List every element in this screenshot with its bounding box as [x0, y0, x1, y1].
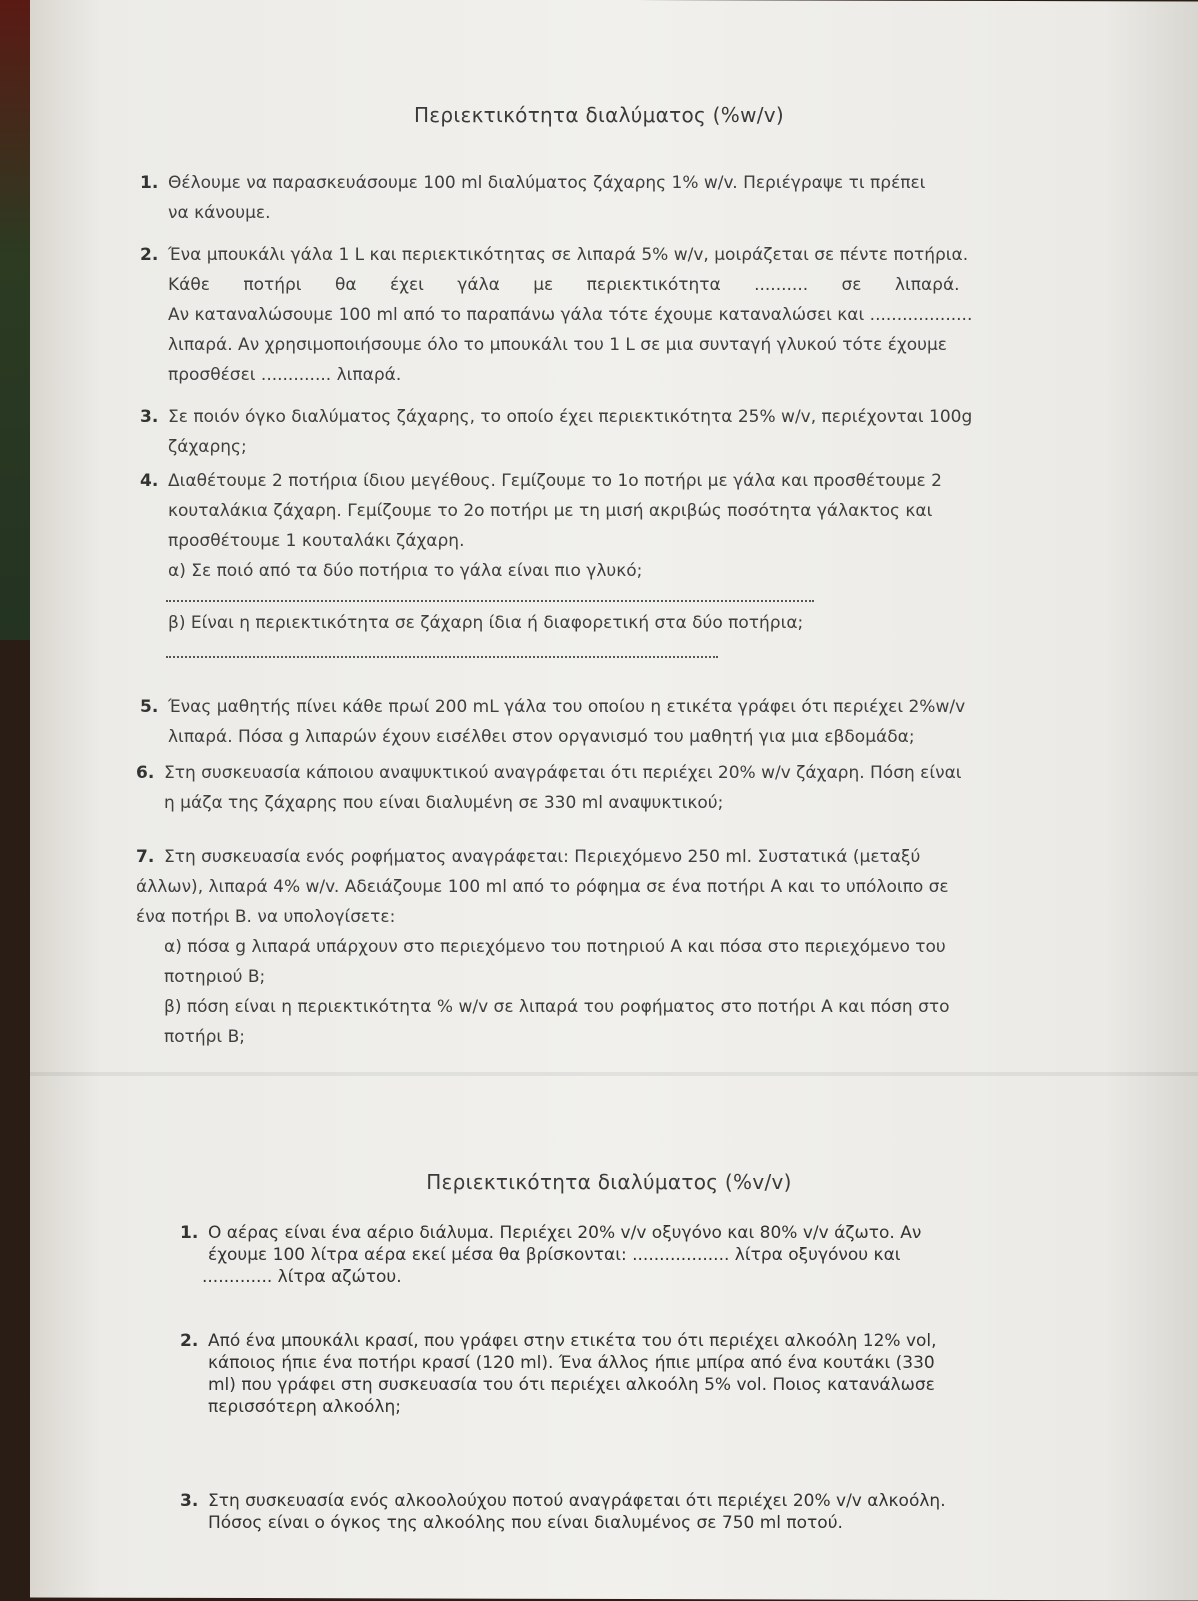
question-7b: β) πόση είναι η περιεκτικότητα % w/v σε λιπαρά του ροφήματος στο ποτήρι Α και πόση στο	[164, 997, 950, 1017]
question-text: Σε ποιόν όγκο διαλύματος ζάχαρης, το οποίο έχει περιεκτικότητα 25% w/v, περιέχονται 100g	[168, 407, 973, 427]
question-text: έχουμε 100 λίτρα αέρα εκεί μέσα θα βρίσκονται: .................. λίτρα οξυγόνου και	[208, 1245, 901, 1265]
question-4	[140, 466, 1018, 586]
question-number: 1.	[180, 1223, 199, 1243]
question-text: Ο αέρας είναι ένα αέριο διάλυμα. Περιέχει 20% v/v οξυγόνο και 80% v/v άζωτο. Αν	[208, 1223, 922, 1243]
question-6	[136, 758, 1058, 818]
question-number: 5.	[140, 697, 159, 717]
question-number: 2.	[140, 245, 159, 265]
question-text: περισσότερη αλκοόλη;	[208, 1397, 401, 1417]
question-4a: α) Σε ποιό από τα δύο ποτήρια το γάλα είναι πιο γλυκό;	[168, 561, 643, 581]
question-number: 4.	[140, 471, 159, 491]
question-text: λιπαρά. Πόσα g λιπαρών έχουν εισέλθει στον οργανισμό του μαθητή για μια εβδομάδα;	[168, 727, 915, 747]
question-text: προσθέσει ............. λιπαρά.	[168, 365, 402, 385]
section-title-vv: Περιεκτικότητα διαλύματος (%v/v)	[426, 1170, 792, 1194]
question-text: ............. λίτρα αζώτου.	[202, 1267, 402, 1287]
question-text: προσθέτουμε 1 κουταλάκι ζάχαρη.	[168, 531, 465, 551]
question-number: 1.	[140, 173, 159, 193]
question-text: Στη συσκευασία ενός αλκοολούχου ποτού αναγράφεται ότι περιέχει 20% v/v αλκοόλη.	[208, 1491, 946, 1511]
question-text: Αν καταναλώσουμε 100 ml από το παραπάνω γάλα τότε έχουμε καταναλώσει και ...................	[168, 305, 973, 325]
question-7b-cont: ποτήρι Β;	[164, 1027, 245, 1047]
question-4b	[168, 608, 1018, 638]
question-text: ένα ποτήρι Β. να υπολογίσετε:	[136, 907, 396, 927]
question-vv-1	[180, 1222, 1038, 1288]
question-text: Διαθέτουμε 2 ποτήρια ίδιου μεγέθους. Γεμίζουμε το 1ο ποτήρι με γάλα και προσθέτουμε 2	[168, 471, 942, 491]
question-vv-2	[180, 1330, 1038, 1418]
paper-fold	[30, 1072, 1198, 1076]
question-text: άλλων), λιπαρά 4% w/v. Αδειάζουμε 100 ml από το ρόφημα σε ένα ποτήρι Α και το υπόλοιπο σε	[136, 877, 949, 897]
question-number: 7.	[136, 847, 155, 867]
question-4b-text: β) Είναι η περιεκτικότητα σε ζάχαρη ίδια ή διαφορετική στα δύο ποτήρια;	[168, 613, 804, 633]
question-text: Στη συσκευασία ενός ροφήματος αναγράφεται: Περιεχόμενο 250 ml. Συστατικά (μεταξύ	[164, 847, 921, 867]
question-text: Ένα μπουκάλι γάλα 1 L και περιεκτικότητας σε λιπαρά 5% w/v, μοιράζεται σε πέντε ποτήρια.	[168, 245, 969, 265]
question-text: Κάθε ποτήρι θα έχει γάλα με περιεκτικότητα .......... σε λιπαρά.	[168, 275, 960, 295]
answer-line-4a[interactable]	[166, 600, 814, 602]
section-title-wv: Περιεκτικότητα διαλύματος (%w/v)	[413, 103, 785, 127]
answer-line-4b[interactable]	[166, 656, 718, 658]
question-text: Ένας μαθητής πίνει κάθε πρωί 200 mL γάλα του οποίου η ετικέτα γράφει ότι περιέχει 2%w/v	[168, 697, 966, 717]
question-5	[140, 692, 1058, 752]
question-text: Στη συσκευασία κάποιου αναψυκτικού αναγράφεται ότι περιέχει 20% w/v ζάχαρη. Πόση είναι	[164, 763, 962, 783]
question-text: κουταλάκια ζάχαρη. Γεμίζουμε το 2ο ποτήρι με τη μισή ακριβώς ποσότητα γάλακτος και	[168, 501, 933, 521]
question-text: ml) που γράφει στη συσκευασία του ότι περιέχει αλκοόλη 5% vol. Ποιος κατανάλωσε	[208, 1375, 935, 1395]
question-number: 3.	[140, 407, 159, 427]
question-number: 2.	[180, 1331, 199, 1351]
question-vv-3	[180, 1490, 1038, 1534]
question-7a-cont: ποτηριού Β;	[164, 967, 266, 987]
question-7	[136, 842, 1058, 1052]
question-text: Πόσος είναι ο όγκος της αλκοόλης που είναι διαλυμένος σε 750 ml ποτού.	[208, 1513, 843, 1533]
question-text: ζάχαρης;	[168, 437, 247, 457]
question-number: 6.	[136, 763, 155, 783]
question-text: να κάνουμε.	[168, 203, 271, 223]
question-text: Από ένα μπουκάλι κρασί, που γράφει στην ετικέτα του ότι περιέχει αλκοόλη 12% vol,	[208, 1331, 937, 1351]
question-1	[140, 168, 1008, 228]
question-text: λιπαρά. Αν χρησιμοποιήσουμε όλο το μπουκάλι του 1 L σε μια συνταγή γλυκού τότε έχουμε	[168, 335, 947, 355]
question-text: η μάζα της ζάχαρης που είναι διαλυμένη σε 330 ml αναψυκτικού;	[164, 793, 724, 813]
question-7a: α) πόσα g λιπαρά υπάρχουν στο περιεχόμενο του ποτηριού Α και πόσα στο περιεχόμενο του	[164, 937, 946, 957]
question-number: 3.	[180, 1491, 199, 1511]
question-3	[140, 402, 1056, 462]
question-2	[140, 240, 1056, 390]
question-text: κάποιος ήπιε ένα ποτήρι κρασί (120 ml). Ένα άλλος ήπιε μπίρα από ένα κουτάκι (330	[208, 1353, 935, 1373]
question-text: Θέλουμε να παρασκευάσουμε 100 ml διαλύματος ζάχαρης 1% w/v. Περιέγραψε τι πρέπει	[168, 173, 926, 193]
